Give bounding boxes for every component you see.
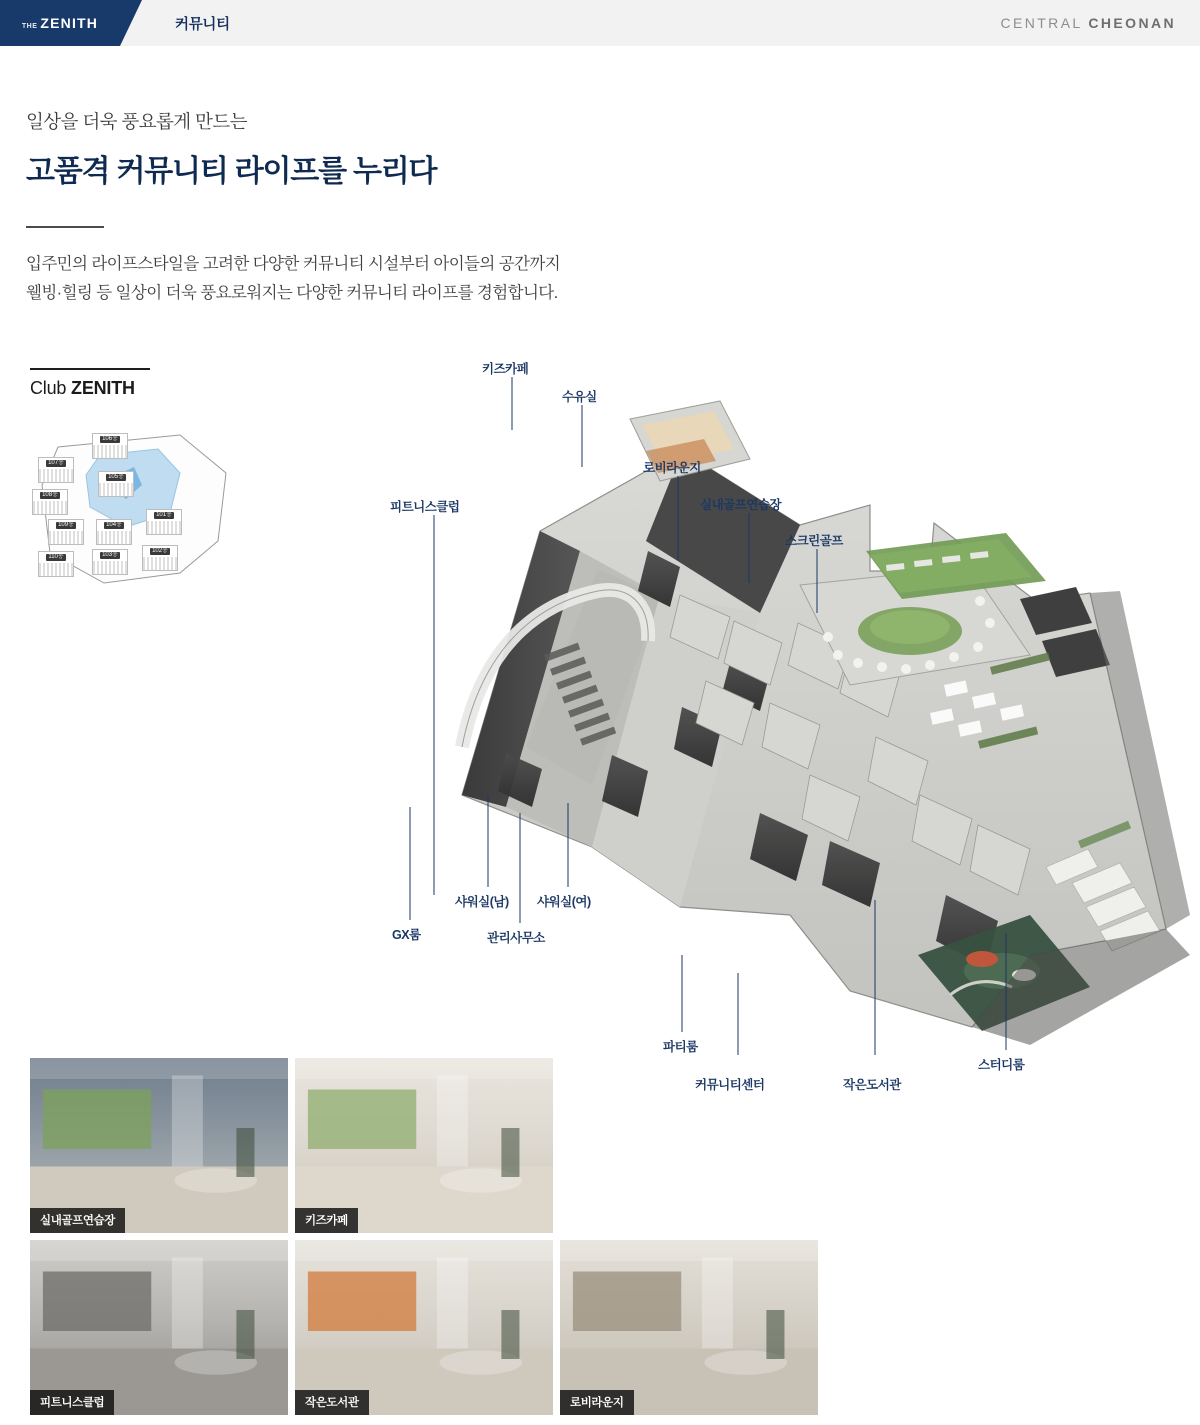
building-number: 105동 <box>108 474 124 480</box>
building-plan-thumb <box>39 469 73 482</box>
intro-eyebrow: 일상을 더욱 풍요롭게 만드는 <box>26 111 247 132</box>
page-title: 고품격 커뮤니티 라이프를 누리다 <box>26 155 437 188</box>
building-plan-thumb <box>93 561 127 574</box>
floorplan-label[interactable]: 실내골프연습장 <box>700 498 782 512</box>
floorplan-label[interactable]: 관리사무소 <box>487 931 545 945</box>
floorplan-label[interactable]: 커뮤니티센터 <box>695 1078 765 1092</box>
floorplan-label[interactable]: 파티룸 <box>663 1040 698 1054</box>
building-number: 106동 <box>102 436 118 442</box>
building-marker[interactable] <box>38 551 74 577</box>
brand-logo-the: THE <box>21 23 38 30</box>
building-marker[interactable] <box>146 509 182 535</box>
building-number: 108동 <box>42 492 58 498</box>
club-zenith-title-bold: ZENITH <box>71 378 135 398</box>
building-number: 101동 <box>156 512 172 518</box>
building-plan-thumb <box>33 501 67 514</box>
club-zenith-title <box>30 378 230 399</box>
building-number: 102동 <box>152 548 168 554</box>
building-plan-thumb <box>97 531 131 544</box>
intro-block <box>26 108 560 308</box>
floorplan-label[interactable]: 스터디룸 <box>978 1058 1025 1072</box>
facility-photo[interactable] <box>30 1058 288 1233</box>
project-name-central: CENTRAL <box>1000 15 1083 31</box>
building-plan-thumb <box>39 563 73 576</box>
building-number: 104동 <box>106 522 122 528</box>
community-floorplan[interactable] <box>330 355 1190 1092</box>
facility-photo-caption: 키즈카페 <box>295 1208 358 1233</box>
page-header <box>0 0 1200 46</box>
facility-photo[interactable] <box>295 1240 553 1415</box>
building-plan-thumb <box>93 445 127 458</box>
project-name-cheonan: CHEONAN <box>1088 15 1176 31</box>
building-marker[interactable] <box>92 549 128 575</box>
facility-photo[interactable] <box>560 1240 818 1415</box>
facility-photo-image <box>295 1240 553 1415</box>
intro-description-line1: 입주민의 라이프스타일을 고려한 다양한 커뮤니티 시설부터 아이들의 공간까지 <box>26 255 561 273</box>
building-marker[interactable] <box>92 433 128 459</box>
building-plan-thumb <box>143 557 177 570</box>
facility-photo-image <box>30 1058 288 1233</box>
club-zenith-title-light: Club <box>30 378 72 398</box>
club-zenith-divider <box>30 368 150 370</box>
floorplan-label[interactable]: 수유실 <box>562 390 597 404</box>
building-plan-thumb <box>49 531 83 544</box>
facility-photo-image <box>30 1240 288 1415</box>
building-number: 109동 <box>58 522 74 528</box>
building-plan-thumb <box>99 483 133 496</box>
nav-item-community[interactable]: 커뮤니티 <box>175 16 230 33</box>
building-number: 107동 <box>48 460 64 466</box>
brand-logo <box>22 15 98 31</box>
brand-logo-block[interactable] <box>0 0 120 46</box>
club-zenith-block <box>30 368 230 601</box>
intro-description-line2: 웰빙·힐링 등 일상이 더욱 풍요로워지는 다양한 커뮤니티 라이프를 경험합니다. <box>26 283 558 302</box>
facility-photo[interactable] <box>30 1240 288 1415</box>
facility-photo[interactable] <box>295 1058 553 1233</box>
intro-divider <box>26 226 104 228</box>
facility-photo-caption: 작은도서관 <box>295 1390 369 1415</box>
site-key-map[interactable] <box>30 421 230 601</box>
building-marker[interactable] <box>98 471 134 497</box>
floorplan-label[interactable]: GX룸 <box>392 928 421 942</box>
floorplan-label[interactable]: 로비라운지 <box>643 461 701 475</box>
floorplan-label[interactable]: 스크린골프 <box>785 534 843 548</box>
floorplan-label[interactable]: 피트니스클럽 <box>390 500 460 514</box>
project-name <box>1000 15 1176 31</box>
facility-photo-caption: 실내골프연습장 <box>30 1208 125 1233</box>
building-marker[interactable] <box>32 489 68 515</box>
building-marker[interactable] <box>142 545 178 571</box>
building-marker[interactable] <box>48 519 84 545</box>
facility-photo-caption: 피트니스클럽 <box>30 1390 114 1415</box>
building-plan-thumb <box>147 521 181 534</box>
brand-logo-name: ZENITH <box>40 15 99 31</box>
floorplan-illustration <box>330 355 1190 1055</box>
intro-description <box>26 250 560 308</box>
facility-photo-image <box>560 1240 818 1415</box>
facility-photo-caption: 로비라운지 <box>560 1390 634 1415</box>
building-number: 103동 <box>102 552 118 558</box>
facility-photo-image <box>295 1058 553 1233</box>
floorplan-label[interactable]: 키즈카페 <box>482 362 529 376</box>
building-number: 110동 <box>48 554 64 560</box>
building-marker[interactable] <box>38 457 74 483</box>
floorplan-label[interactable]: 샤워실(여) <box>537 895 591 909</box>
floorplan-label[interactable]: 작은도서관 <box>843 1078 901 1092</box>
building-marker[interactable] <box>96 519 132 545</box>
floorplan-label[interactable]: 샤워실(남) <box>455 895 509 909</box>
